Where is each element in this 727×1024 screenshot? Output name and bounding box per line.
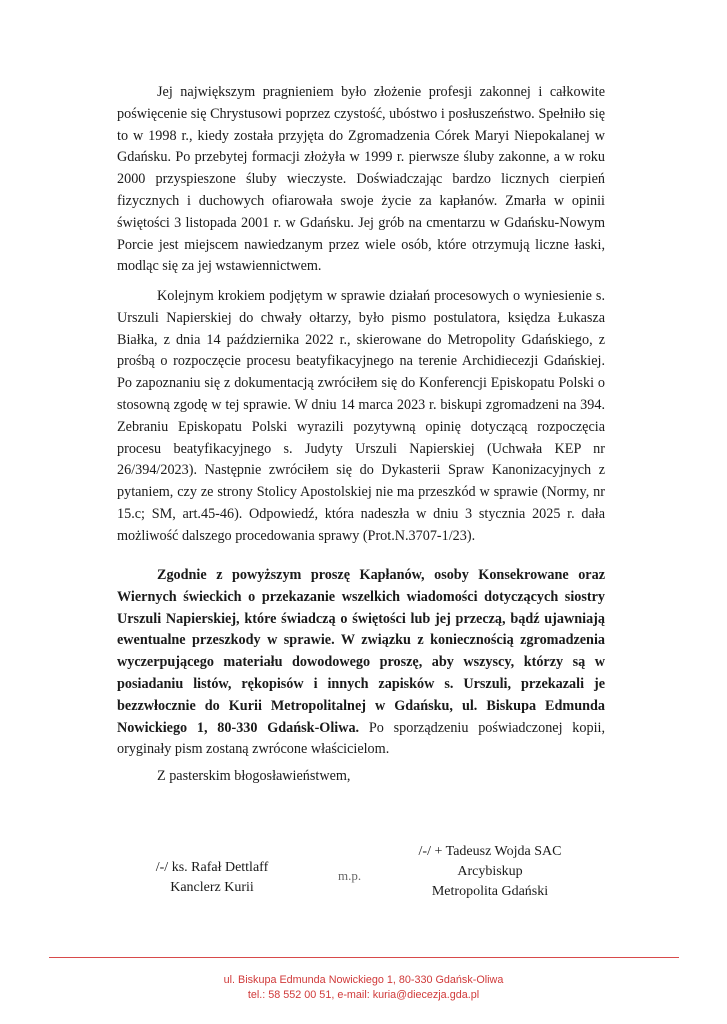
stamp-placeholder: m.p. xyxy=(338,868,362,883)
appeal-regular-text: Po sporządzeniu poświadczonej kopii, oryginały pism zostaną zwrócone właścicielom. xyxy=(117,719,605,758)
signature-archbishop-name: /-/ + Tadeusz Wojda SAC xyxy=(418,844,562,859)
signature-archbishop xyxy=(390,842,590,902)
paragraph-appeal xyxy=(117,565,605,761)
closing-greeting-text: Z pasterskim błogosławieństwem, xyxy=(157,768,351,784)
paragraph-vocation-text: Jej największym pragnieniem było złożenie profesji zakonnej i całkowite poświęcenie się Chrystusowi poprzez czystość, ubóstwo i posłuszeństwo. Spełniło się to w 1998 r., kiedy została przyjęta do Zgromadzenia Córek Maryi Niepokalanej w Gdańsku. Po przebytej formacji złożyła w 1999 r. pierwsze śluby zakonne, a w roku 2000 przyspieszone śluby wieczyste. Doświadczając bardzo licznych cierpień fizycznych i duchowych ofiarowała swoje życie za kapłanów. Zmarła w opinii świętości 3 listopada 2001 r. w Gdańsku. Jej grób na cmentarzu w Gdańsku-Nowym Porcie jest miejscem nawiedzanym przez wiele osób, które otrzymują liczne łaski, modląc się za jej wstawiennictwem. xyxy=(117,84,605,275)
footer-address: ul. Biskupa Edmunda Nowickiego 1, 80-330 Gdańsk-Oliwa xyxy=(223,974,504,986)
signature-chancellor-title: Kanclerz Kurii xyxy=(170,880,254,895)
paragraph-process xyxy=(117,286,605,548)
signature-archbishop-title: Arcybiskup xyxy=(457,864,523,879)
signature-chancellor-name: /-/ ks. Rafał Dettlaff xyxy=(155,860,269,875)
paragraph-vocation xyxy=(117,82,605,278)
footer-divider xyxy=(49,957,679,958)
closing-greeting xyxy=(117,766,605,788)
footer-contact: tel.: 58 552 00 51, e-mail: kuria@diecezja.gda.pl xyxy=(247,989,480,1001)
appeal-bold-text: Zgodnie z powyższym proszę Kapłanów, osoby Konsekrowane oraz Wiernych świeckich o przekazanie wszelkich wiadomości dotyczących siostry Urszuli Napierskiej, które świadczą o świętości lub jej przeczą, bądź ujawniają ewentualne przeszkody w sprawie. W związku z koniecznością zgromadzenia wyczerpującego materiału dowodowego proszę, aby wszyscy, którzy są w posiadaniu listów, rękopisów i innych zapisków s. Urszuli, przekazali je bezzwłocznie do Kurii Metropolitalnej w Gdańsku, ul. Biskupa Edmunda Nowickiego 1, 80-330 Gdańsk-Oliwa. xyxy=(117,567,605,736)
signature-archbishop-subtitle: Metropolita Gdański xyxy=(431,884,549,899)
paragraph-appeal-text xyxy=(117,565,605,761)
signature-chancellor xyxy=(132,858,292,898)
paragraph-process-text: Kolejnym krokiem podjętym w sprawie działań procesowych o wyniesienie s. Urszuli Napierskiej do chwały ołtarzy, było pismo postulatora, księdza Łukasza Białka, z dnia 14 października 2022 r., skierowane do Metropolity Gdańskiego, z prośbą o rozpoczęcie procesu beatyfikacyjnego na terenie Archidiecezji Gdańskiej. Po zapoznaniu się z dokumentacją zwróciłem się do Konferencji Episkopatu Polski o stosowną zgodę w tej sprawie. W dniu 14 marca 2023 r. biskupi zgromadzeni na 394. Zebraniu Episkopatu Polski wyrazili pozytywną opinię dotyczącą rozpoczęcia procesu beatyfikacyjnego s. Judyty Urszuli Napierskiej (Uchwała KEP nr 26/394/2023). Następnie zwróciłem się do Dykasterii Spraw Kanonizacyjnych z pytaniem, czy ze strony Stolicy Apostolskiej nie ma przeszkód w sprawie (Normy, nr 15.c; SM, art.45-46). Odpowiedź, która nadeszła w dniu 3 stycznia 2025 r. dała możliwość dalszego procedowania sprawy (Prot.N.3707-1/23). xyxy=(117,288,605,544)
